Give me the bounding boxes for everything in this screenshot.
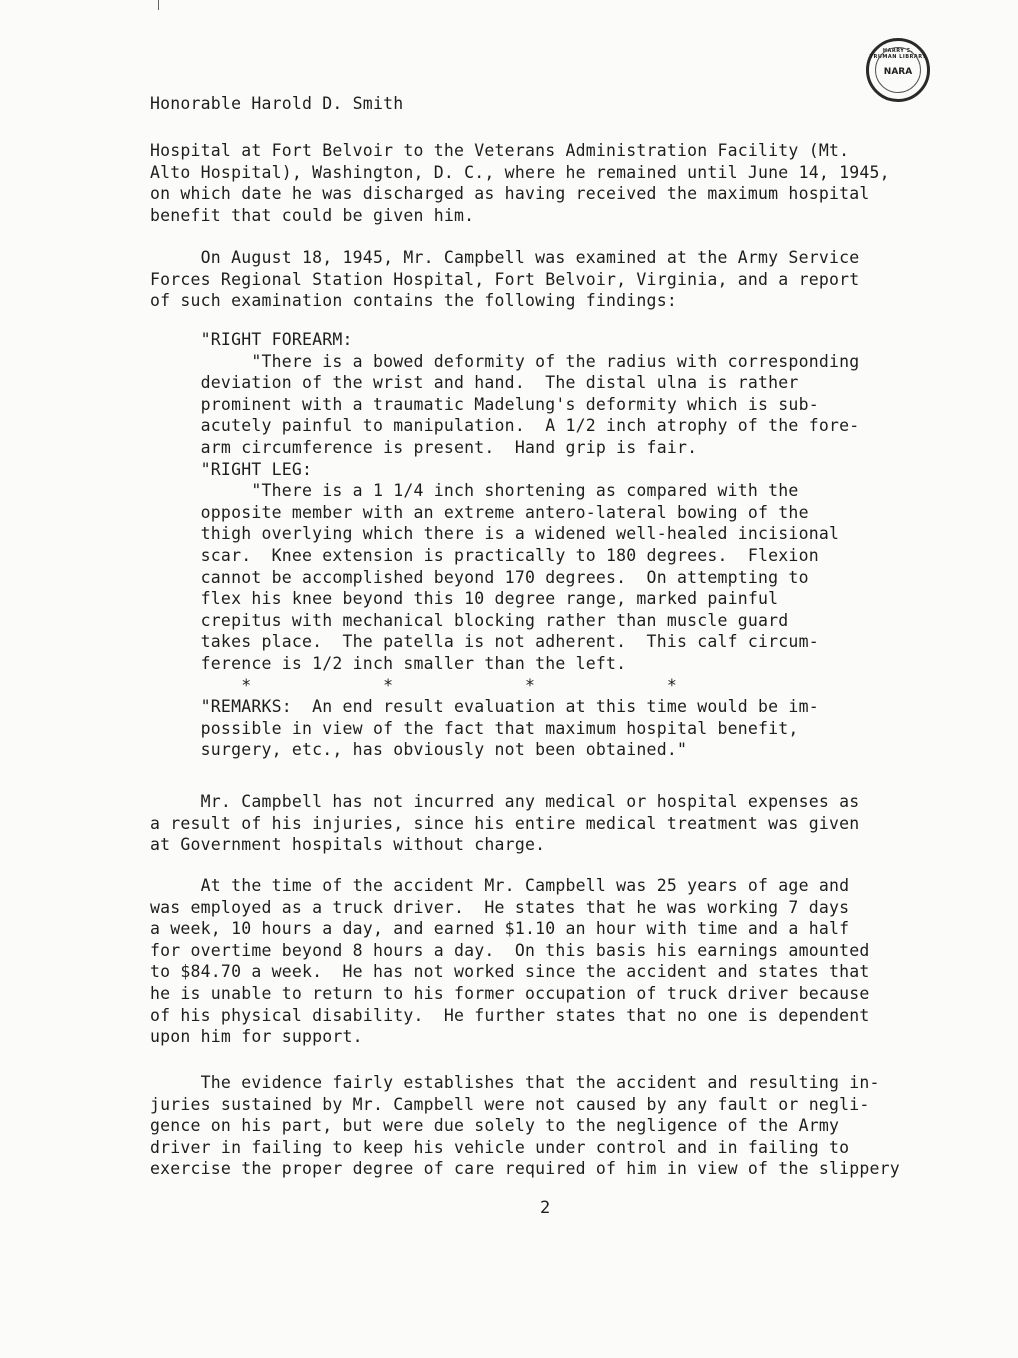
text-line: ference is 1/2 inch smaller than the left. <box>150 654 627 673</box>
text-line: a result of his injuries, since his entire medical treatment was given <box>150 813 860 833</box>
text-line: upon him for support. <box>150 1027 363 1047</box>
text-line: "REMARKS: An end result evaluation at this time would be im- <box>150 697 819 717</box>
text-line: of such examination contains the following findings: <box>150 291 677 311</box>
text-line: crepitus with mechanical blocking rather than muscle guard <box>150 610 789 630</box>
text-line: At the time of the accident Mr. Campbell was 25 years of age and <box>150 876 850 895</box>
text-line: benefit that could be given him. <box>150 205 475 225</box>
stamp-ring-text: HARRY S. TRUMAN LIBRARY <box>869 48 927 60</box>
text-line: "There is a 1 1/4 inch shortening as compared with the <box>150 481 799 501</box>
text-line: takes place. The patella is not adherent. This calf circum- <box>150 632 819 652</box>
text-line: acutely painful to manipulation. A 1/2 inch atrophy of the fore- <box>150 416 860 436</box>
text-line: juries sustained by Mr. Campbell were not caused by any fault or negli- <box>150 1094 870 1114</box>
text-line: possible in view of the fact that maximum hospital benefit, <box>150 718 799 738</box>
text-line: Alto Hospital), Washington, D. C., where he remained until June 14, 1945, <box>150 162 890 182</box>
text-line: gence on his part, but were due solely to the negligence of the Army <box>150 1116 840 1136</box>
text-line: for overtime beyond 8 hours a day. On this basis his earnings amounted <box>150 940 870 960</box>
text-line: Hospital at Fort Belvoir to the Veterans Administration Facility (Mt. <box>150 141 850 160</box>
text-line: of his physical disability. He further states that no one is dependent <box>150 1005 870 1025</box>
text-line: he is unable to return to his former occupation of truck driver because <box>150 984 870 1003</box>
text-line: exercise the proper degree of care required of him in view of the slippery <box>150 1159 900 1179</box>
text-line: * * * * <box>150 675 677 695</box>
text-line: arm circumference is present. Hand grip is fair. <box>150 438 698 457</box>
margin-mark <box>158 0 159 10</box>
addressee-line: Honorable Harold D. Smith <box>150 94 404 113</box>
text-line: on which date he was discharged as having received the maximum hospital <box>150 184 870 204</box>
text-line: at Government hospitals without charge. <box>150 835 546 855</box>
text-line: cannot be accomplished beyond 170 degrees. On attempting to <box>150 567 809 587</box>
text-line: "RIGHT LEG: <box>150 459 313 479</box>
library-stamp <box>866 38 930 102</box>
text-line: Forces Regional Station Hospital, Fort Belvoir, Virginia, and a report <box>150 269 860 289</box>
text-line: "RIGHT FOREARM: <box>150 330 353 349</box>
page-number: 2 <box>540 1198 551 1218</box>
text-line: to $84.70 a week. He has not worked since the accident and states that <box>150 962 870 982</box>
text-line: On August 18, 1945, Mr. Campbell was examined at the Army Service <box>150 248 860 267</box>
text-line: The evidence fairly establishes that the accident and resulting in- <box>150 1073 880 1092</box>
stamp-center-text: NARA <box>883 67 913 77</box>
text-line: driver in failing to keep his vehicle under control and in failing to <box>150 1137 850 1157</box>
text-line: prominent with a traumatic Madelung's deformity which is sub- <box>150 394 819 414</box>
text-line: flex his knee beyond this 10 degree range, marked painful <box>150 589 779 609</box>
text-line: surgery, etc., has obviously not been obtained." <box>150 740 688 760</box>
text-line: Mr. Campbell has not incurred any medical or hospital expenses as <box>150 792 860 811</box>
text-line: deviation of the wrist and hand. The distal ulna is rather <box>150 373 799 393</box>
text-line: "There is a bowed deformity of the radius with corresponding <box>150 351 860 371</box>
text-line: was employed as a truck driver. He states that he was working 7 days <box>150 897 850 917</box>
text-line: scar. Knee extension is practically to 180 degrees. Flexion <box>150 546 819 565</box>
text-line: a week, 10 hours a day, and earned $1.10 an hour with time and a half <box>150 919 850 939</box>
text-line: opposite member with an extreme antero-lateral bowing of the <box>150 502 809 522</box>
text-line: thigh overlying which there is a widened well-healed incisional <box>150 524 840 544</box>
